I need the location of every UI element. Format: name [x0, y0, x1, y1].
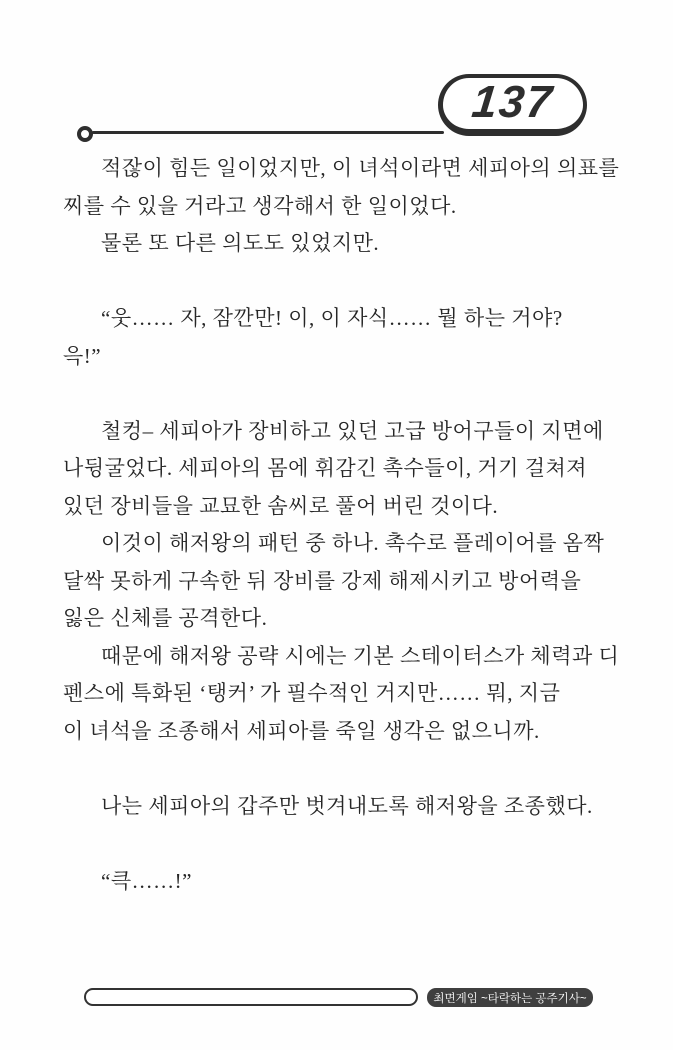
text-line: 이 녀석을 조종해서 세피아를 죽일 생각은 없으니까.	[63, 718, 540, 743]
body-text	[63, 150, 620, 900]
text-line: “큭……!”	[101, 868, 192, 893]
header-line-end-dot-icon	[77, 126, 93, 142]
footer-series-badge	[427, 988, 593, 1007]
text-line: 나는 세피아의 갑주만 벗겨내도록 해저왕을 조종했다.	[101, 793, 593, 818]
footer-series-label: 최면게임 ~타락하는 공주기사~	[433, 992, 587, 1005]
text-line: 철컹– 세피아가 장비하고 있던 고급 방어구들이 지면에	[101, 418, 604, 443]
text-line: 잃은 신체를 공격한다.	[63, 606, 268, 630]
text-line: 이것이 해저왕의 패턴 중 하나. 촉수로 플레이어를 옴짝	[101, 531, 605, 555]
header-rule-line	[92, 131, 444, 134]
footer-empty-capsule	[84, 988, 418, 1006]
text-line: 나뒹굴었다. 세피아의 몸에 휘감긴 촉수들이, 거기 걸쳐져	[63, 456, 588, 480]
page-number-pill	[438, 74, 587, 136]
text-line: 있던 장비들을 교묘한 솜씨로 풀어 버린 것이다.	[63, 493, 499, 518]
text-line: “웃…… 자, 잠깐만! 이, 이 자식…… 뭘 하는 거야?	[101, 306, 563, 330]
text-line: 적잖이 힘든 일이었지만, 이 녀석이라면 세피아의 의표를	[101, 156, 620, 180]
text-line: 찌를 수 있을 거라고 생각해서 한 일이었다.	[63, 193, 457, 218]
page-number: 137	[469, 76, 557, 127]
text-line: 달싹 못하게 구속한 뒤 장비를 강제 해제시키고 방어력을	[63, 568, 582, 593]
text-line: 물론 또 다른 의도도 있었지만.	[101, 231, 380, 255]
text-line: 윽!”	[63, 343, 102, 368]
text-line: 펜스에 특화된 ‘탱커’ 가 필수적인 거지만…… 뭐, 지금	[63, 681, 561, 705]
text-line: 때문에 해저왕 공략 시에는 기본 스테이터스가 체력과 디	[101, 643, 620, 668]
